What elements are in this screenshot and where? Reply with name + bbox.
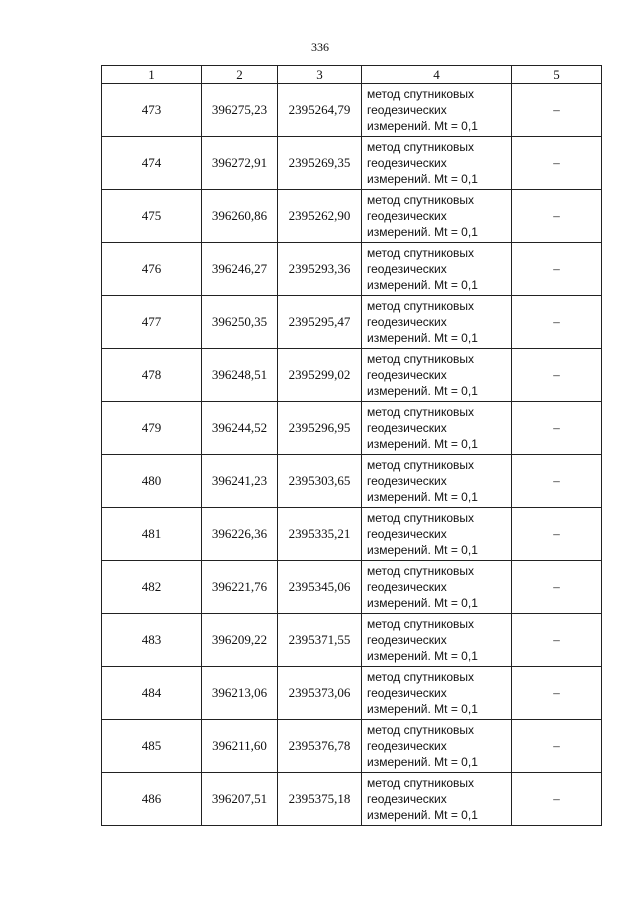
y-coordinate-cell: 2395269,35 <box>278 137 362 190</box>
method-cell <box>362 137 512 190</box>
method-line: метод спутниковых <box>367 511 475 525</box>
method-line: метод спутниковых <box>367 405 475 419</box>
y-coordinate-cell: 2395375,18 <box>278 773 362 826</box>
point-number-cell: 477 <box>102 296 202 349</box>
note-cell: – <box>512 349 602 402</box>
x-coordinate-cell: 396275,23 <box>202 84 278 137</box>
column-header-4: 4 <box>362 66 512 84</box>
method-line: измерений. Mt = 0,1 <box>367 649 478 663</box>
x-coordinate-cell: 396207,51 <box>202 773 278 826</box>
y-coordinate-cell: 2395296,95 <box>278 402 362 455</box>
method-line: измерений. Mt = 0,1 <box>367 437 478 451</box>
method-line: метод спутниковых <box>367 723 475 737</box>
table-row <box>102 508 602 561</box>
method-line: метод спутниковых <box>367 564 475 578</box>
table-header-row <box>102 66 602 84</box>
note-cell: – <box>512 296 602 349</box>
method-line: метод спутниковых <box>367 193 475 207</box>
x-coordinate-cell: 396248,51 <box>202 349 278 402</box>
column-header-2: 2 <box>202 66 278 84</box>
method-line: измерений. Mt = 0,1 <box>367 331 478 345</box>
method-line: измерений. Mt = 0,1 <box>367 596 478 610</box>
method-line: геодезических <box>367 262 447 276</box>
method-line: измерений. Mt = 0,1 <box>367 119 478 133</box>
note-cell: – <box>512 455 602 508</box>
y-coordinate-cell: 2395371,55 <box>278 614 362 667</box>
table-row <box>102 667 602 720</box>
method-line: измерений. Mt = 0,1 <box>367 490 478 504</box>
note-cell: – <box>512 720 602 773</box>
method-line: геодезических <box>367 209 447 223</box>
method-line: измерений. Mt = 0,1 <box>367 755 478 769</box>
note-cell: – <box>512 137 602 190</box>
page-number: 336 <box>311 40 329 54</box>
method-cell <box>362 508 512 561</box>
point-number-cell: 483 <box>102 614 202 667</box>
point-number-cell: 476 <box>102 243 202 296</box>
method-line: геодезических <box>367 315 447 329</box>
table-body <box>102 84 602 826</box>
column-header-1: 1 <box>102 66 202 84</box>
note-cell: – <box>512 561 602 614</box>
note-cell: – <box>512 402 602 455</box>
note-cell: – <box>512 614 602 667</box>
method-line: измерений. Mt = 0,1 <box>367 702 478 716</box>
method-cell <box>362 667 512 720</box>
method-line: геодезических <box>367 156 447 170</box>
method-line: геодезических <box>367 633 447 647</box>
method-line: метод спутниковых <box>367 617 475 631</box>
y-coordinate-cell: 2395262,90 <box>278 190 362 243</box>
point-number-cell: 482 <box>102 561 202 614</box>
point-number-cell: 474 <box>102 137 202 190</box>
method-line: геодезических <box>367 103 447 117</box>
method-line: метод спутниковых <box>367 140 475 154</box>
method-line: геодезических <box>367 474 447 488</box>
note-cell: – <box>512 508 602 561</box>
method-line: измерений. Mt = 0,1 <box>367 543 478 557</box>
x-coordinate-cell: 396244,52 <box>202 402 278 455</box>
point-number-cell: 475 <box>102 190 202 243</box>
method-line: геодезических <box>367 792 447 806</box>
note-cell: – <box>512 190 602 243</box>
point-number-cell: 484 <box>102 667 202 720</box>
x-coordinate-cell: 396260,86 <box>202 190 278 243</box>
note-cell: – <box>512 667 602 720</box>
method-line: измерений. Mt = 0,1 <box>367 172 478 186</box>
table-row <box>102 455 602 508</box>
method-cell <box>362 402 512 455</box>
method-line: измерений. Mt = 0,1 <box>367 384 478 398</box>
table-row <box>102 773 602 826</box>
method-cell <box>362 243 512 296</box>
x-coordinate-cell: 396211,60 <box>202 720 278 773</box>
point-number-cell: 486 <box>102 773 202 826</box>
method-line: измерений. Mt = 0,1 <box>367 808 478 822</box>
method-cell <box>362 84 512 137</box>
method-line: метод спутниковых <box>367 246 475 260</box>
method-cell <box>362 720 512 773</box>
y-coordinate-cell: 2395264,79 <box>278 84 362 137</box>
x-coordinate-cell: 396272,91 <box>202 137 278 190</box>
coordinates-table <box>101 65 602 826</box>
y-coordinate-cell: 2395295,47 <box>278 296 362 349</box>
y-coordinate-cell: 2395345,06 <box>278 561 362 614</box>
y-coordinate-cell: 2395299,02 <box>278 349 362 402</box>
point-number-cell: 479 <box>102 402 202 455</box>
column-header-3: 3 <box>278 66 362 84</box>
x-coordinate-cell: 396213,06 <box>202 667 278 720</box>
method-cell <box>362 773 512 826</box>
x-coordinate-cell: 396246,27 <box>202 243 278 296</box>
method-line: геодезических <box>367 527 447 541</box>
method-line: метод спутниковых <box>367 299 475 313</box>
x-coordinate-cell: 396226,36 <box>202 508 278 561</box>
x-coordinate-cell: 396221,76 <box>202 561 278 614</box>
point-number-cell: 478 <box>102 349 202 402</box>
method-line: измерений. Mt = 0,1 <box>367 225 478 239</box>
method-line: геодезических <box>367 421 447 435</box>
method-line: геодезических <box>367 368 447 382</box>
note-cell: – <box>512 84 602 137</box>
x-coordinate-cell: 396209,22 <box>202 614 278 667</box>
y-coordinate-cell: 2395376,78 <box>278 720 362 773</box>
method-line: метод спутниковых <box>367 670 475 684</box>
point-number-cell: 485 <box>102 720 202 773</box>
method-cell <box>362 296 512 349</box>
table-row <box>102 137 602 190</box>
method-cell <box>362 455 512 508</box>
method-line: геодезических <box>367 739 447 753</box>
point-number-cell: 481 <box>102 508 202 561</box>
method-line: метод спутниковых <box>367 776 475 790</box>
point-number-cell: 473 <box>102 84 202 137</box>
y-coordinate-cell: 2395303,65 <box>278 455 362 508</box>
method-cell <box>362 561 512 614</box>
table-row <box>102 561 602 614</box>
y-coordinate-cell: 2395293,36 <box>278 243 362 296</box>
column-header-5: 5 <box>512 66 602 84</box>
point-number-cell: 480 <box>102 455 202 508</box>
method-line: геодезических <box>367 580 447 594</box>
table-row <box>102 349 602 402</box>
method-cell <box>362 614 512 667</box>
table-row <box>102 243 602 296</box>
table-row <box>102 614 602 667</box>
table-row <box>102 402 602 455</box>
method-line: метод спутниковых <box>367 87 475 101</box>
note-cell: – <box>512 243 602 296</box>
method-line: метод спутниковых <box>367 352 475 366</box>
method-cell <box>362 190 512 243</box>
table-row <box>102 720 602 773</box>
x-coordinate-cell: 396241,23 <box>202 455 278 508</box>
method-cell <box>362 349 512 402</box>
method-line: измерений. Mt = 0,1 <box>367 278 478 292</box>
table-row <box>102 190 602 243</box>
y-coordinate-cell: 2395373,06 <box>278 667 362 720</box>
method-line: метод спутниковых <box>367 458 475 472</box>
method-line: геодезических <box>367 686 447 700</box>
y-coordinate-cell: 2395335,21 <box>278 508 362 561</box>
table-row <box>102 84 602 137</box>
note-cell: – <box>512 773 602 826</box>
x-coordinate-cell: 396250,35 <box>202 296 278 349</box>
table-row <box>102 296 602 349</box>
